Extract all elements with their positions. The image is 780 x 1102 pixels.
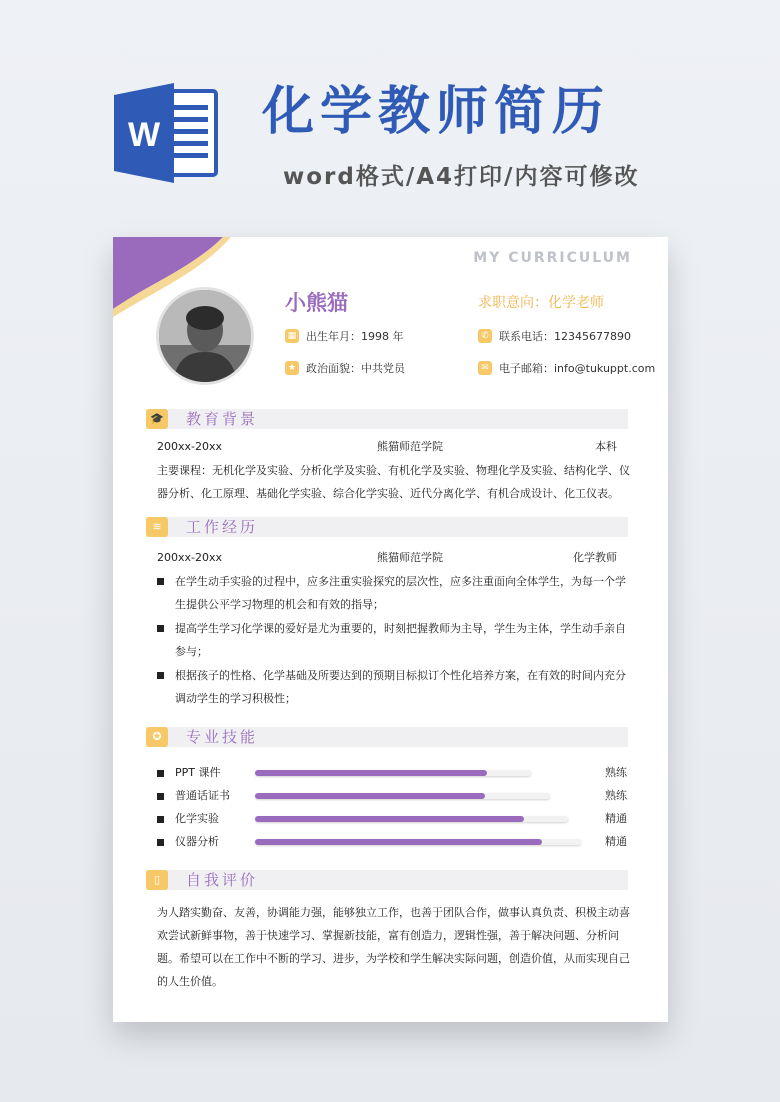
skill-bar-fill [255, 839, 542, 845]
info-email [478, 360, 655, 376]
job-intent: 求职意向：化学老师 [478, 295, 604, 311]
info-politics [285, 360, 405, 376]
avatar [156, 287, 254, 385]
header-tag: MY CURRICULUM [473, 250, 632, 266]
skill-bar-track [255, 770, 531, 776]
skill-row [157, 765, 627, 781]
section-self-header [146, 870, 628, 890]
resume-page [113, 237, 668, 1022]
work-item: 提高学生学习化学课的爱好是尤为重要的，时刻把握教师为主导，学生为主体，学生动手亲自参与； [157, 617, 633, 663]
award-icon: ✪ [146, 727, 168, 747]
skill-bar-fill [255, 770, 487, 776]
info-politics-text: 政治面貌：中共党员 [306, 362, 405, 375]
skill-bar-track [255, 839, 581, 845]
section-skills-header [146, 727, 628, 747]
skill-bar-fill [255, 793, 485, 799]
skill-name: 仪器分析 [175, 835, 219, 848]
skill-bar-track [255, 793, 550, 799]
banner-title: 化学教师简历 [262, 82, 611, 142]
bullet-square-icon [157, 578, 164, 585]
self-evaluation-text: 为人踏实勤奋、友善，协调能力强，能够独立工作，也善于团队合作，做事认真负责、积极主动喜欢尝试新鲜事物，善于快速学习、掌握新技能，富有创造力，逻辑性强，善于解决问题、分析问题。希望可以在工作中不断的学习、进步，为学校和学生解决实际问题，创造价值，从而实现自己的人生价值。 [157, 906, 630, 988]
skill-name: 普通话证书 [175, 789, 230, 802]
bullet-square-icon [157, 672, 164, 679]
calendar-icon: ▦ [285, 329, 299, 343]
info-birth-text: 出生年月：1998 年 [306, 330, 404, 343]
work-date: 200xx-20xx [157, 551, 223, 564]
skill-row [157, 788, 627, 804]
work-item: 在学生动手实验的过程中，应多注重实验探究的层次性，应多注重面向全体学生，为每一个学生提供公平学习物理的机会和有效的指导； [157, 570, 633, 616]
section-work-title: 工作经历 [186, 518, 259, 536]
skill-name: PPT 课件 [175, 766, 221, 779]
banner-subtitle: word格式/A4打印/内容可修改 [283, 164, 640, 190]
skill-level: 熟练 [605, 766, 627, 779]
info-phone [478, 328, 631, 344]
phone-icon: ✆ [478, 329, 492, 343]
skill-level: 熟练 [605, 789, 627, 802]
star-icon: ★ [285, 361, 299, 375]
skill-bar-track [255, 816, 568, 822]
work-row [157, 551, 617, 565]
section-skills-title: 专业技能 [186, 728, 259, 746]
skill-row [157, 811, 627, 827]
bullet-square-icon [157, 793, 164, 800]
section-education-title: 教育背景 [186, 410, 259, 428]
layers-icon: ≋ [146, 517, 168, 537]
info-birth [285, 328, 404, 344]
section-work-header [146, 517, 628, 537]
graduation-cap-icon: 🎓 [146, 409, 168, 429]
word-logo-letter: W [127, 116, 161, 154]
work-item: 根据孩子的性格、化学基础及所要达到的预期目标拟订个性化培养方案，在有效的时间内充分调动学生的学习积极性； [157, 664, 633, 710]
skill-level: 精通 [605, 812, 627, 825]
bullet-square-icon [157, 816, 164, 823]
work-org: 熊猫师范学院 [377, 551, 443, 564]
education-row [157, 440, 617, 454]
skill-row [157, 834, 627, 850]
candidate-name: 小熊猫 [285, 291, 348, 315]
section-self-title: 自我评价 [186, 871, 259, 889]
bullet-square-icon [157, 770, 164, 777]
word-logo-icon [114, 83, 222, 183]
mail-icon: ✉ [478, 361, 492, 375]
book-icon: ▯ [146, 870, 168, 890]
education-date: 200xx-20xx [157, 440, 223, 453]
info-phone-text: 联系电话：12345677890 [499, 330, 631, 343]
bullet-square-icon [157, 625, 164, 632]
info-email-text: 电子邮箱：info@tukuppt.com [499, 362, 656, 375]
education-school: 熊猫师范学院 [377, 440, 443, 453]
skill-level: 精通 [605, 835, 627, 848]
skill-bar-fill [255, 816, 524, 822]
education-degree: 本科 [595, 440, 617, 453]
avatar-photo-icon [159, 290, 251, 382]
section-education-header [146, 409, 628, 429]
skill-name: 化学实验 [175, 812, 219, 825]
bullet-square-icon [157, 839, 164, 846]
work-role: 化学教师 [573, 551, 617, 564]
education-courses: 主要课程：无机化学及实验、分析化学及实验、有机化学及实验、物理化学及实验、结构化学、仪器分析、化工原理、基础化学实验、综合化学实验、近代分离化学、有机合成设计、化工仪表。 [157, 464, 630, 500]
